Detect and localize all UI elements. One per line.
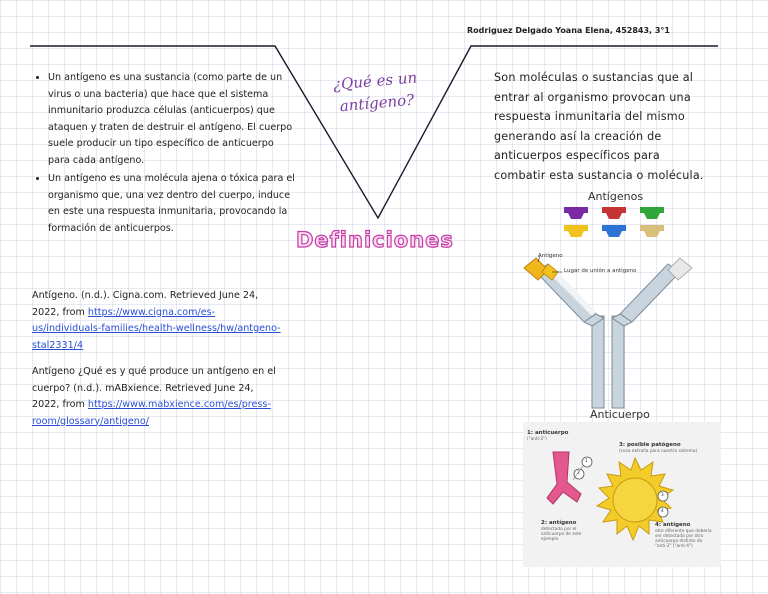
antigen-diagram	[523, 422, 721, 567]
antigen-shape	[602, 225, 626, 237]
question-title: ¿Qué es un antígeno?	[332, 68, 418, 116]
antigens-label: Antígenos	[588, 190, 644, 203]
reference-link-mabxience[interactable]: https://www.mabxience.com/es/press-room/glossary/antigeno/	[32, 399, 271, 427]
diagram-label-pathogen: 3: posible patógeno	[619, 442, 681, 448]
reference-mabxience	[32, 364, 284, 430]
reference-link-cigna[interactable]: https://www.cigna.com/es-us/individuals-families/health-wellness/hw/antgeno-stal2331/4	[32, 306, 281, 351]
binding-site-callout: Lugar de unión a antígeno	[564, 268, 637, 274]
diagram-label-antibody: 1: anticuerpo	[527, 430, 569, 436]
definition-item: • Un antígeno es una sustancia (como parte de un virus o una bacteria) que hace que el sistema inmunitario produzca células (anticuerpos) que ataquen y traten de destruir el antígeno. El cuerpo suele producir un tipo específico de anticuerpo para cada antígeno.	[48, 70, 298, 169]
antibody-illustration	[518, 250, 698, 410]
antigen-shape	[564, 207, 588, 219]
antigen-shape	[640, 225, 664, 237]
diagram-sub-antigen-4: otro diferente que debería ser detectado por otro anticuerpo distinto de "anti-2" ("anti-4")	[655, 529, 712, 549]
diagram-number-3: 3	[661, 493, 664, 498]
diagram-label-antigen-4: 4: antígeno	[655, 522, 691, 528]
diagram-label-antigen-2: 2: antígeno	[541, 520, 577, 526]
diagram-sub-antibody: ("anti-2")	[527, 437, 547, 442]
diagram-number-4: 4	[661, 509, 664, 514]
antigen-shape	[602, 207, 626, 219]
antibody-label: Anticuerpo	[590, 408, 650, 421]
diagram-number-2: 2	[577, 471, 580, 476]
definitions-title: Definiciones	[296, 228, 454, 252]
diagram-number-1: 1	[585, 459, 588, 464]
antigen-shape	[564, 225, 588, 237]
definition-list	[34, 70, 298, 239]
diagram-sub-antigen-2: detectado por el anticuerpo de este ejemplo	[541, 527, 582, 542]
antigen-shapes	[560, 205, 672, 241]
right-definition: Son moléculas o sustancias que al entrar al organismo provocan una respuesta inmunitaria del mismo generando así la creación de anticuerpos específicos para combatir esta sustancia o molécula.	[494, 71, 704, 182]
antigen-shape	[640, 207, 664, 219]
diagram-sub-pathogen: (cosa extraña para nuestro sistema)	[619, 449, 698, 454]
reference-text: Antígeno. (n.d.). Cigna.com. Retrieved June 24, 2022, from	[32, 290, 259, 318]
antigen-callout: Antígeno	[538, 253, 563, 259]
reference-cigna	[32, 288, 284, 354]
reference-text: Antígeno ¿Qué es y qué produce un antígeno en el cuerpo? (n.d.). mABxience. Retrieved June 24, 2022, from	[32, 366, 276, 410]
author-line: Rodriguez Delgado Yoana Elena, 452843, 3°1	[466, 26, 670, 35]
definition-item: • Un antígeno es una molécula ajena o tóxica para el organismo que, una vez dentro del cuerpo, induce en este una respuesta inmunitaria, provocando la formación de anticuerpos.	[48, 171, 298, 237]
